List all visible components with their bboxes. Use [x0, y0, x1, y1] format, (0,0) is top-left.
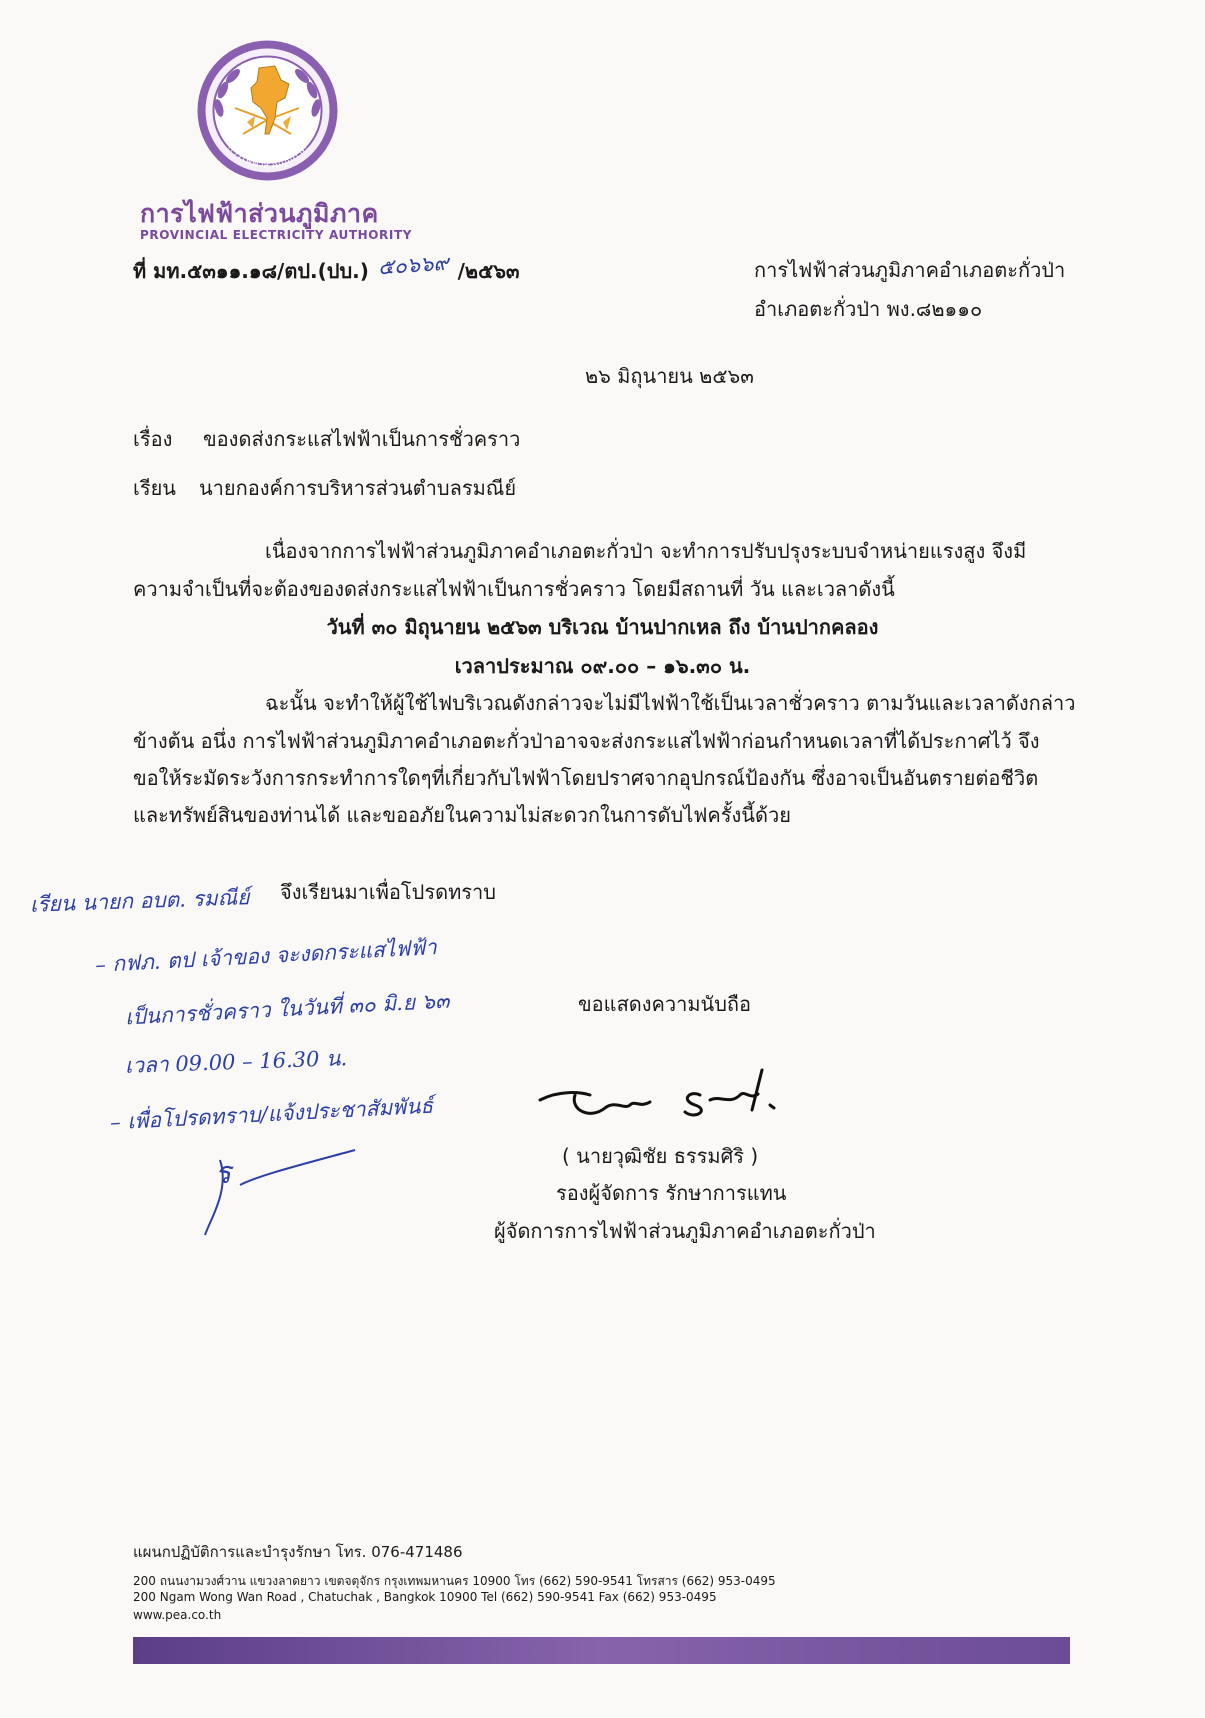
- body-para1-line1: เนื่องจากการไฟฟ้าส่วนภูมิภาคอำเภอตะกั่วป่า จะทำการปรับปรุงระบบจำหน่ายแรงสูง จึงมี: [265, 539, 1027, 563]
- footer-address-en: 200 Ngam Wong Wan Road , Chatuchak , Bangkok 10900 Tel (662) 590-9541 Fax (662) 953-0495: [133, 1590, 717, 1604]
- handwritten-initials-stroke: [200, 1130, 380, 1240]
- subject-text: ของดส่งกระแสไฟฟ้าเป็นการชั่วคราว: [203, 427, 521, 451]
- reference-suffix: /๒๕๖๓: [457, 259, 520, 283]
- subject-label: เรื่อง: [133, 427, 173, 451]
- outage-date-location: วันที่ ๓๐ มิถุนายน ๒๕๖๓ บริเวณ บ้านปากเหล ถึง บ้านปากคลอง: [326, 615, 879, 639]
- body-para2-line3: ขอให้ระมัดระวังการกระทำการใดๆที่เกี่ยวกับไฟฟ้าโดยปราศจากอุปกรณ์ป้องกัน ซึ่งอาจเป็นอันตรายต่อชีวิต: [133, 766, 1039, 790]
- reference-number: [133, 250, 520, 288]
- body-para1-line2: ความจำเป็นที่จะต้องของดส่งกระแสไฟฟ้าเป็นการชั่วคราว โดยมีสถานที่ วัน และเวลาดังนี้: [133, 577, 895, 601]
- svg-text:การไฟฟ้าส่วนภูมิภาค: การไฟฟ้าส่วนภูมิภาค: [225, 142, 310, 172]
- sender-address-line1: การไฟฟ้าส่วนภูมิภาคอำเภอตะกั่วป่า: [754, 258, 1066, 282]
- handwritten-note-line5: – เพื่อโปรดทราบ/แจ้งประชาสัมพันธ์: [109, 1093, 434, 1135]
- signatory-name: ( นายวุฒิชัย ธรรมศิริ ): [562, 1144, 759, 1168]
- footer-website: www.pea.co.th: [133, 1608, 222, 1622]
- signatory-title2: ผู้จัดการการไฟฟ้าส่วนภูมิภาคอำเภอตะกั่วป่า: [494, 1219, 876, 1243]
- handwritten-note-line3: เป็นการชั่วคราว ในวันที่ ๓๐ มิ.ย ๖๓: [124, 988, 450, 1030]
- org-name-th: การไฟฟ้าส่วนภูมิภาค: [140, 199, 379, 228]
- signature: [530, 1050, 800, 1130]
- reference-handwritten-number: ๕๐๖๖๙: [377, 250, 450, 280]
- org-name-en: PROVINCIAL ELECTRICITY AUTHORITY: [140, 228, 413, 242]
- closing-line: จึงเรียนมาเพื่อโปรดทราบ: [280, 880, 496, 904]
- outage-time: เวลาประมาณ ๐๙.๐๐ – ๑๖.๓๐ น.: [454, 654, 751, 678]
- reference-prefix: ที่ มท.๕๓๑๑.๑๘/ตป.(ปบ.): [133, 259, 369, 283]
- handwritten-note-line2: – กฟภ. ตป เจ้าของ จะงดกระแสไฟฟ้า: [94, 935, 438, 977]
- handwritten-note-line1: เรียน นายก อบต. รมณีย์: [29, 885, 250, 917]
- letter-date: ๒๖ มิถุนายน ๒๕๖๓: [585, 364, 754, 388]
- footer-department: แผนกปฏิบัติการและบำรุงรักษา โทร. 076-471486: [133, 1543, 463, 1561]
- footer-address-th: 200 ถนนงามวงศ์วาน แขวงลาดยาว เขตจตุจักร กรุงเทพมหานคร 10900 โทร (662) 590-9541 โทรสาร (662) 953-0495: [133, 1574, 776, 1588]
- pea-logo: [195, 38, 340, 183]
- closing-regards: ขอแสดงความนับถือ: [578, 992, 752, 1016]
- recipient-text: นายกองค์การบริหารส่วนตำบลรมณีย์: [199, 476, 517, 500]
- footer-color-bar: [133, 1637, 1070, 1664]
- handwritten-note-line4: เวลา 09.00 – 16.30 น.: [124, 1046, 348, 1078]
- body-para2-line1: ฉะนั้น จะทำให้ผู้ใช้ไฟบริเวณดังกล่าวจะไม่มีไฟฟ้าใช้เป็นเวลาชั่วคราว ตามวันและเวลาดังกล่าว: [265, 691, 1076, 715]
- recipient-label: เรียน: [133, 476, 176, 500]
- body-para2-line2: ข้างต้น อนึ่ง การไฟฟ้าส่วนภูมิภาคอำเภอตะกั่วป่าอาจจะส่งกระแสไฟฟ้าก่อนกำหนดเวลาที่ได้ประกาศไว้ จึง: [133, 729, 1040, 753]
- sender-address-line2: อำเภอตะกั่วป่า พง.๘๒๑๑๐: [754, 297, 983, 321]
- handwritten-initials: ร: [213, 1155, 233, 1192]
- body-para2-line4: และทรัพย์สินของท่านได้ และขออภัยในความไม่สะดวกในการดับไฟครั้งนี้ด้วย: [133, 803, 791, 827]
- signatory-title1: รองผู้จัดการ รักษาการแทน: [556, 1181, 787, 1205]
